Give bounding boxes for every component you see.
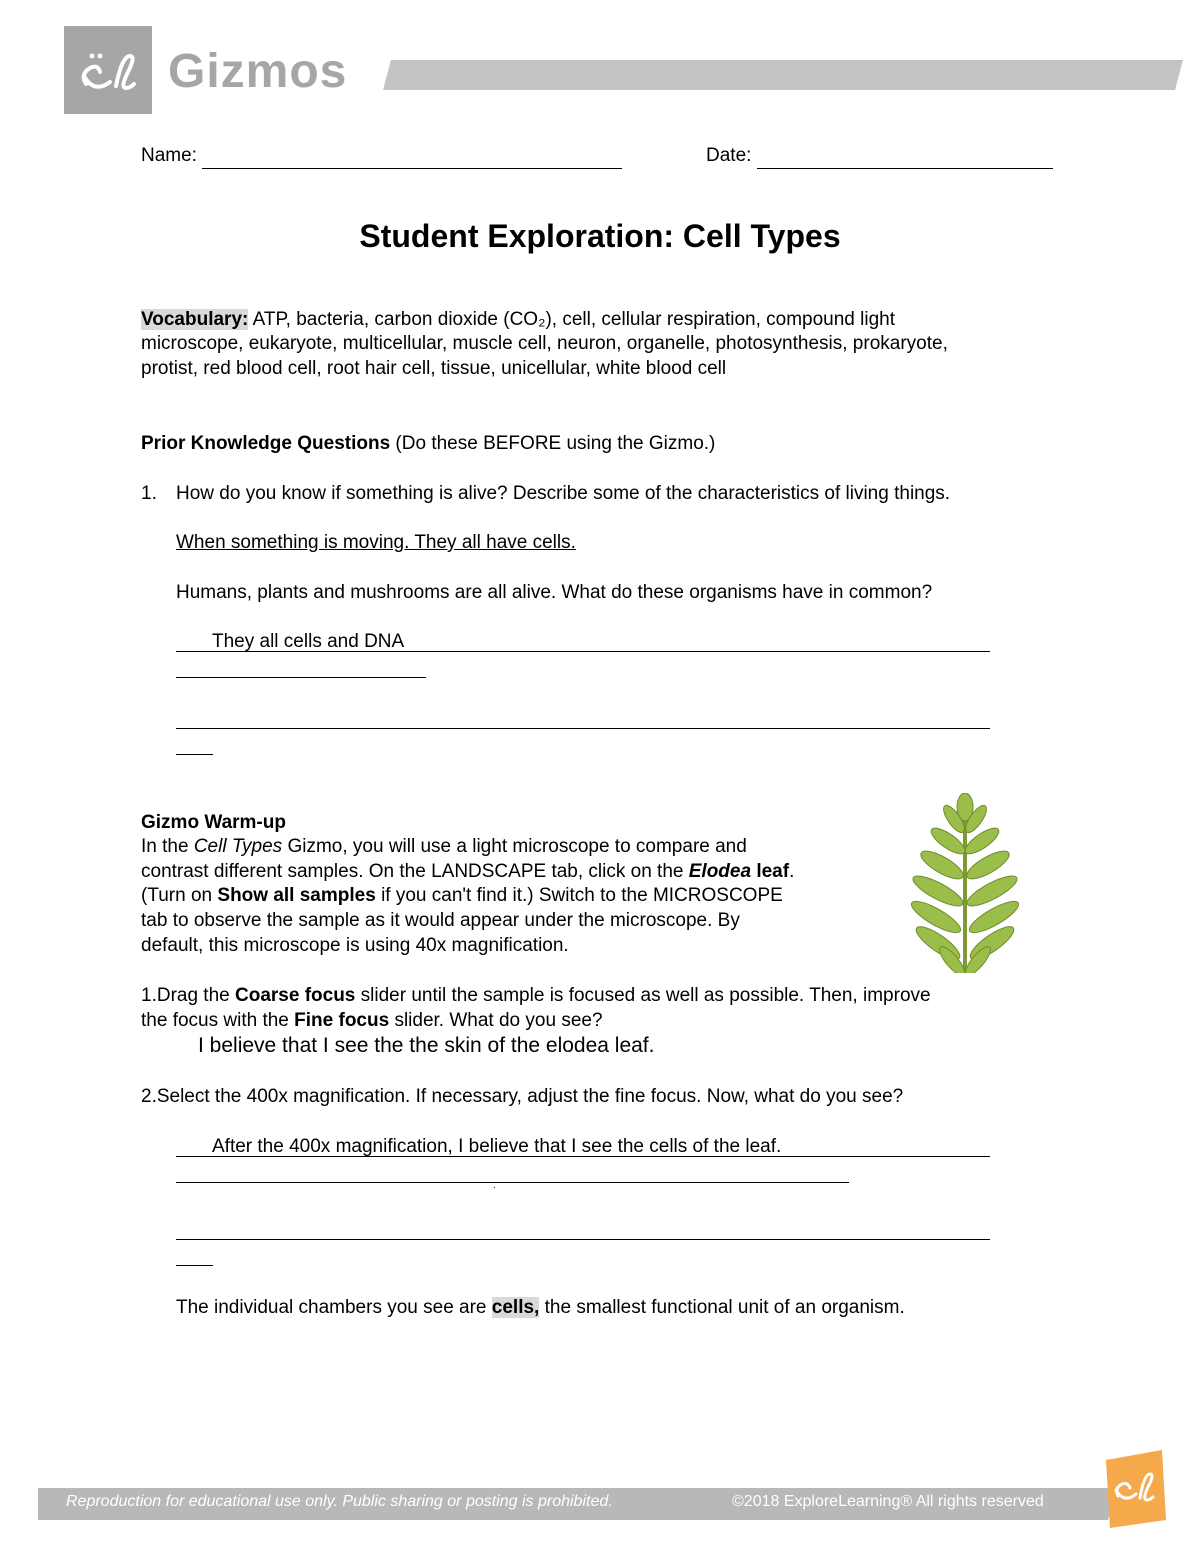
- el-logo-icon: [64, 26, 152, 114]
- warmup-line-1: In the Cell Types Gizmo, you will use a light microscope to compare and: [141, 836, 747, 857]
- warmup-line-4: tab to observe the sample as it would appear under the microscope. By: [141, 910, 740, 931]
- gizmos-logo: [64, 26, 152, 114]
- vocab-line-1: Vocabulary: ATP, bacteria, carbon dioxide (CO₂), cell, cellular respiration, compound light: [141, 309, 896, 330]
- name-label: Name:: [141, 145, 197, 166]
- stray-dot: .: [493, 1180, 496, 1191]
- vocab-line-3: protist, red blood cell, root hair cell, tissue, unicellular, white blood cell: [141, 358, 727, 379]
- date-label: Date:: [706, 145, 752, 166]
- q1-number: 1.: [141, 483, 157, 504]
- header-bar: [383, 60, 1183, 90]
- q2-text: Humans, plants and mushrooms are all alive. What do these organisms have in common?: [176, 582, 933, 603]
- q2-answer[interactable]: They all cells and DNA: [212, 631, 405, 652]
- step2-answer[interactable]: After the 400x magnification, I believe that I see the cells of the leaf.: [212, 1136, 782, 1157]
- answer-line: [176, 754, 213, 755]
- warmup-line-3: (Turn on Show all samples if you can't find it.) Switch to the MICROSCOPE: [141, 885, 783, 906]
- final-statement: The individual chambers you see are cells, the smallest functional unit of an organism.: [176, 1297, 905, 1318]
- page-title: Student Exploration: Cell Types: [359, 218, 841, 254]
- date-row: [706, 144, 1053, 169]
- warmup-line-5: default, this microscope is using 40x magnification.: [141, 935, 569, 956]
- brand-name: Gizmos: [168, 45, 348, 98]
- warmup-heading: Gizmo Warm-up: [141, 812, 286, 833]
- answer-line: [176, 728, 990, 729]
- q1-text: How do you know if something is alive? Describe some of the characteristics of living things.: [176, 483, 951, 504]
- step2-text: 2.Select the 400x magnification. If necessary, adjust the fine focus. Now, what do you see?: [141, 1086, 904, 1107]
- name-row: [141, 144, 622, 169]
- step1-answer[interactable]: I believe that I see the the skin of the elodea leaf.: [198, 1034, 655, 1057]
- vocab-line-2: microscope, eukaryote, multicellular, muscle cell, neuron, organelle, photosynthesis, prokaryote,: [141, 333, 948, 354]
- step1-line-1: 1.Drag the Coarse focus slider until the sample is focused as well as possible. Then, improve: [141, 985, 931, 1006]
- vocab-label: Vocabulary:: [141, 309, 249, 330]
- date-field[interactable]: [757, 148, 1053, 169]
- answer-line: [176, 1156, 990, 1157]
- answer-line: [176, 1182, 849, 1183]
- prior-heading: Prior Knowledge Questions (Do these BEFORE using the Gizmo.): [141, 433, 716, 454]
- footer-disclaimer: Reproduction for educational use only. Public sharing or posting is prohibited.: [66, 1493, 613, 1510]
- warmup-line-2: contrast different samples. On the LANDSCAPE tab, click on the Elodea leaf.: [141, 861, 795, 882]
- answer-line: [176, 1239, 990, 1240]
- answer-line: [176, 651, 990, 652]
- step1-line-2: the focus with the Fine focus slider. What do you see?: [141, 1010, 603, 1031]
- explorelearning-logo-icon: [1100, 1446, 1170, 1532]
- name-field[interactable]: [202, 148, 622, 169]
- answer-line: [176, 1265, 213, 1266]
- elodea-plant-image: [910, 793, 1020, 973]
- footer-copyright: ©2018 ExploreLearning® All rights reserved: [732, 1493, 1044, 1510]
- answer-line: [176, 677, 426, 678]
- q1-answer[interactable]: When something is moving. They all have cells.: [176, 532, 576, 553]
